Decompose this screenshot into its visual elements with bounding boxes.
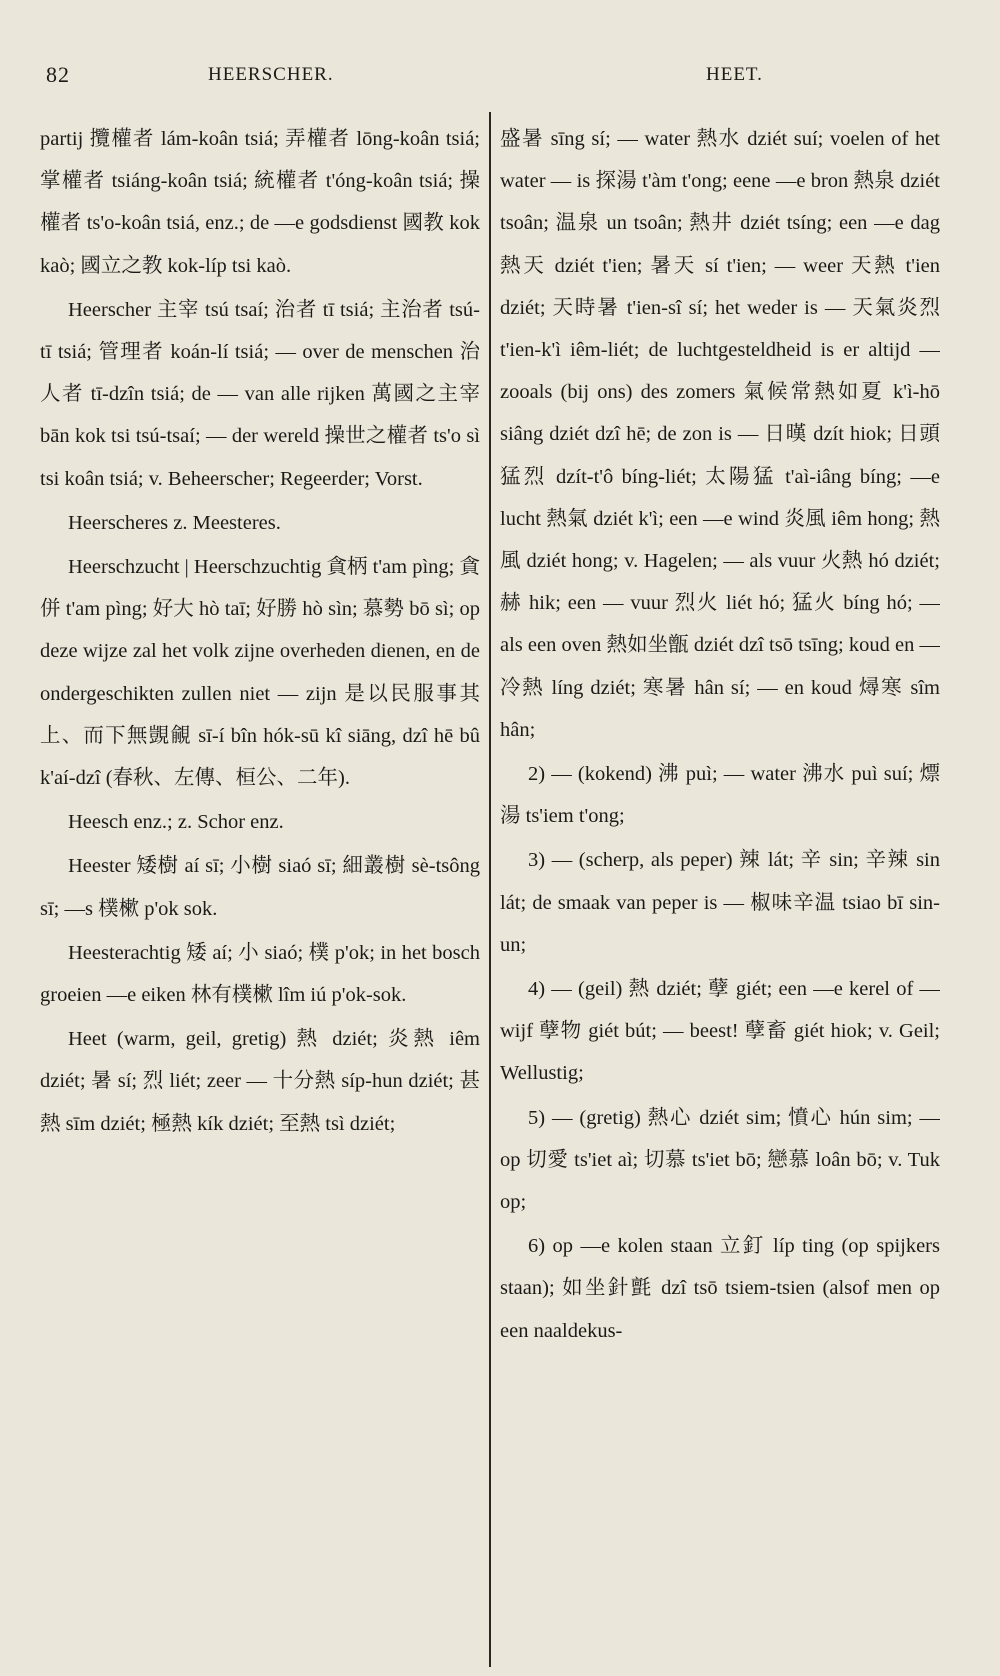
entry-paragraph: Heet (warm, geil, gretig) 熱 dziét; 炎熱 iêm dziét; 暑 sí; 烈 liét; zeer — 十分熱 síp-hun dziét; 甚熱 sīm dziét; 極熱 kík dziét; 至熱 tsì dziét; <box>40 1028 480 1135</box>
entry-paragraph: 3) — (scherp, als peper) 辣 lát; 辛 sin; 辛辣 sin lát; de smaak van peper is — 椒味辛温 tsiao bī sin-un; <box>500 849 940 956</box>
left-running-head: HEERSCHER. <box>208 64 334 85</box>
entry-paragraph: partij 攬權者 lám-koân tsiá; 弄權者 lōng-koân tsiá; 掌權者 tsiáng-koân tsiá; 統權者 t'óng-koân tsiá; 操權者 ts'o-koân tsiá, enz.; de —e godsdienst 國教 kok kaò; 國立之教 kok-líp tsi kaò. <box>40 128 480 277</box>
entry-paragraph: 4) — (geil) 熱 dziét; 孽 giét; een —e kerel of — wijf 孽物 giét bút; — beest! 孽畜 giét hiok; v. Geil; Wellustig; <box>500 978 940 1085</box>
entry-paragraph: Heerschzucht | Heerschzuchtig 貪柄 t'am pìng; 貪併 t'am pìng; 好大 hò taī; 好勝 hò sìn; 慕勢 bō sì; op deze wijze zal het volk zijne overheden dienen, en de ondergeschikten zullen niet — zijn 是以民服事其上、而下無覬覦 sī-í bîn hók-sū kî siāng, dzî hē bû k'aí-dzî (春秋、左傳、桓公、二年). <box>40 556 480 790</box>
entry-paragraph: Heerscher 主宰 tsú tsaí; 治者 tī tsiá; 主治者 tsú-tī tsiá; 管理者 koán-lí tsiá; — over de menschen 治人者 tī-dzîn tsiá; de — van alle rijken 萬國之主宰 bān kok tsi tsú-tsaí; — der wereld 操世之權者 ts'o sì tsi koân tsiá; v. Beheerscher; Regeerder; Vorst. <box>40 298 480 490</box>
entry-paragraph: 盛暑 sīng sí; — water 熱水 dziét suí; voelen of het water — is 探湯 t'àm t'ong; eene —e bron 熱泉 dziét tsoân; 温泉 un tsoân; 熱井 dziét tsíng; een —e dag 熱天 dziét t'ien; 暑天 sí t'ien; — weer 天熱 t'ien dziét; 天時暑 t'ien-sî sí; het weder is — 天氣炎烈 t'ien-k'ì iêm-liét; de luchtgesteldheid is er altijd — zooals (bij ons) des zomers 氣候常熱如夏 k'ì-hō siâng dziét dzî hē; de zon is — 日暵 dzít hiok; 日頭猛烈 dzít-t'ô bíng-liét; 太陽猛 t'aì-iâng bíng; —e lucht 熱氣 dziét k'ì; een —e wind 炎風 iêm hong; 熱風 dziét hong; v. Hagelen; — als vuur 火熱 hó dziét; 赫 hik; een — vuur 烈火 liét hó; 猛火 bíng hó; — als een oven 熱如坐甑 dziét dzî tsō tsīng; koud en — 冷熱 líng dziét; 寒暑 hân sí; — en koud 燖寒 sîm hân; <box>500 128 940 741</box>
entry-paragraph: Heesterachtig 矮 aí; 小 siaó; 樸 p'ok; in het bosch groeien —e eiken 林有樸樕 lîm iú p'ok-sok. <box>40 941 480 1007</box>
page-number: 82 <box>46 62 70 87</box>
right-column <box>500 118 940 1658</box>
entry-paragraph: 5) — (gretig) 熱心 dziét sim; 憤心 hún sim; — op 切愛 ts'iet aì; 切慕 ts'iet bō; 戀慕 loân bō; v. Tuk op; <box>500 1106 940 1214</box>
entry-paragraph: Heerscheres z. Meesteres. <box>68 511 281 534</box>
entry-paragraph: Heesch enz.; z. Schor enz. <box>68 811 284 834</box>
left-column <box>40 118 480 1658</box>
entry-paragraph: Heester 矮樹 aí sī; 小樹 siaó sī; 細叢樹 sè-tsông sī; —s 樸樕 p'ok sok. <box>40 855 480 920</box>
entry-paragraph: 2) — (kokend) 沸 puì; — water 沸水 puì suí; 熛湯 ts'iem t'ong; <box>500 763 940 828</box>
column-divider <box>489 112 491 1667</box>
entry-paragraph: 6) op —e kolen staan 立釘 líp ting (op spijkers staan); 如坐針氈 dzî tsō tsiem-tsien (alsof men op een naaldekus- <box>500 1235 940 1342</box>
right-running-head: HEET. <box>706 64 763 85</box>
